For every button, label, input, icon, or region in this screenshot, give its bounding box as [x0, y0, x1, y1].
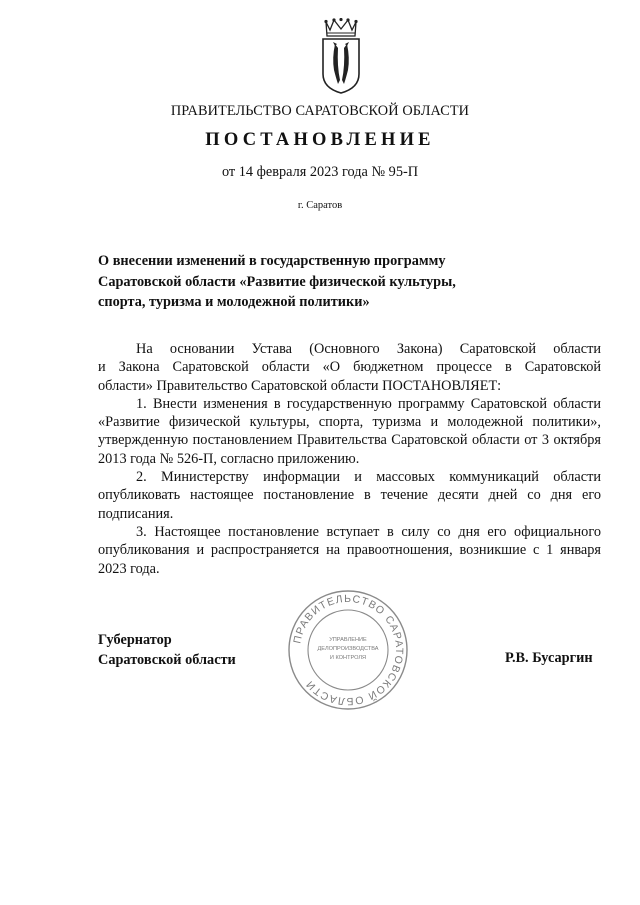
preamble-paragraph — [98, 340, 601, 395]
text-line: области» Правительство Саратовской области ПОСТАНОВЛЯЕТ: — [98, 377, 502, 394]
text-line: На основании Устава (Основного Закона) Саратовской области — [136, 341, 601, 357]
document-city: г. Саратов — [297, 200, 343, 211]
text-line: 2023 года. — [98, 560, 160, 577]
document-subject — [98, 251, 508, 313]
official-stamp-icon — [287, 589, 409, 711]
position-line: Губернатор — [98, 632, 172, 648]
text-line: и Закона Саратовской области «О бюджетном процессе в Саратовской — [98, 359, 601, 376]
stamp-center-line: УПРАВЛЕНИЕ — [329, 637, 367, 643]
document-date-number: от 14 февраля 2023 года № 95-П — [221, 164, 419, 180]
text-line: 2013 года № 526-П, согласно приложению. — [98, 450, 360, 467]
item-3-paragraph — [98, 523, 601, 578]
saratov-coat-of-arms-icon — [320, 18, 362, 94]
signatory-position — [98, 630, 236, 670]
signatory-name: Р.В. Бусаргин — [505, 650, 593, 666]
text-line: «Развитие физической культуры, спорта, туризма и молодежной политики», — [98, 414, 601, 431]
subject-line: Саратовской области «Развитие физической культуры, — [98, 273, 456, 290]
subject-line: спорта, туризма и молодежной политики» — [98, 294, 370, 310]
document-body — [98, 340, 601, 578]
text-line: 2. Министерству информации и массовых коммуникаций области — [136, 469, 601, 486]
stamp-ring-text: ПРАВИТЕЛЬСТВО САРАТОВСКОЙ ОБЛАСТИ — [291, 592, 406, 708]
text-line: утвержденную постановлением Правительства Саратовской области от 3 октября — [98, 432, 601, 449]
text-line: 1. Внести изменения в государственную программу Саратовской области — [136, 395, 601, 412]
document-type-title: ПОСТАНОВЛЕНИЕ — [205, 130, 435, 150]
position-line: Саратовской области — [98, 652, 236, 668]
issuing-authority: ПРАВИТЕЛЬСТВО САРАТОВСКОЙ ОБЛАСТИ — [170, 103, 470, 119]
text-line: опубликования и распространяется на правоотношения, возникшие с 1 января — [98, 542, 601, 559]
stamp-center-line: И КОНТРОЛЯ — [329, 655, 367, 661]
item-1-paragraph — [98, 395, 601, 468]
text-line: опубликовать настоящее постановление в течение десяти дней со дня его — [98, 487, 601, 504]
item-2-paragraph — [98, 468, 601, 523]
subject-line: О внесении изменений в государственную программу — [98, 253, 446, 269]
text-line: подписания. — [98, 505, 174, 522]
text-line: 3. Настоящее постановление вступает в силу со дня его официального — [136, 523, 601, 540]
stamp-center-line: ДЕЛОПРОИЗВОДСТВА — [317, 646, 379, 652]
